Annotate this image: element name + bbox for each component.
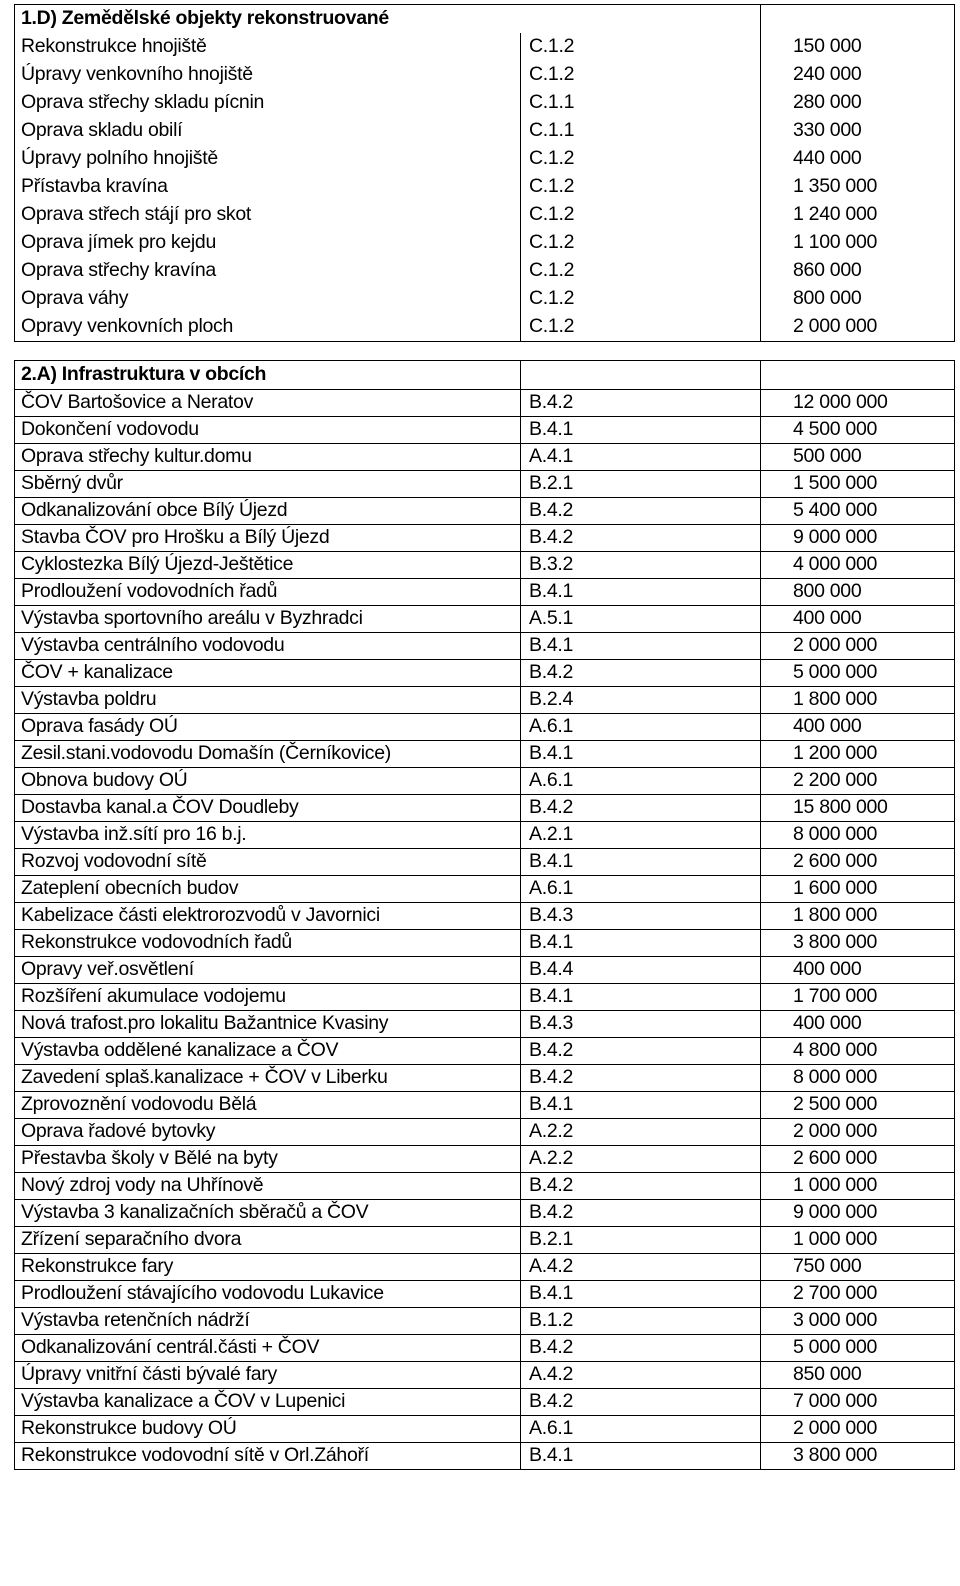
project-code: B.4.2: [521, 1389, 761, 1416]
table-row: [15, 444, 955, 471]
table-row: [15, 606, 955, 633]
table-row: [15, 1281, 955, 1308]
table-row: [15, 89, 955, 117]
project-code: A.2.2: [521, 1146, 761, 1173]
project-code: B.4.2: [521, 1200, 761, 1227]
table-row: [15, 1119, 955, 1146]
project-code: B.4.1: [521, 1443, 761, 1470]
project-name: ČOV + kanalizace: [15, 660, 521, 687]
project-code: B.4.3: [521, 903, 761, 930]
project-name: Rozšíření akumulace vodojemu: [15, 984, 521, 1011]
project-name: Výstavba kanalizace a ČOV v Lupenici: [15, 1389, 521, 1416]
table-row: [15, 876, 955, 903]
project-name: Oprava skladu obilí: [15, 117, 521, 145]
project-name: Oprava fasády OÚ: [15, 714, 521, 741]
project-amount: 330 000: [761, 117, 955, 145]
project-code: B.4.2: [521, 390, 761, 417]
project-amount: 800 000: [761, 579, 955, 606]
project-name: Oprava jímek pro kejdu: [15, 229, 521, 257]
table-row: [15, 417, 955, 444]
project-code: B.4.1: [521, 633, 761, 660]
project-amount: 2 600 000: [761, 849, 955, 876]
project-code: A.6.1: [521, 1416, 761, 1443]
project-code: C.1.1: [521, 89, 761, 117]
project-amount: 1 350 000: [761, 173, 955, 201]
project-name: Zřízení separačního dvora: [15, 1227, 521, 1254]
project-name: Rekonstrukce vodovodních řadů: [15, 930, 521, 957]
project-code: B.2.1: [521, 471, 761, 498]
project-code: B.4.2: [521, 525, 761, 552]
project-code: B.4.4: [521, 957, 761, 984]
project-name: Přístavba kravína: [15, 173, 521, 201]
project-code: B.4.2: [521, 1173, 761, 1200]
project-code: B.4.1: [521, 849, 761, 876]
table-row: [15, 1065, 955, 1092]
project-code: B.2.1: [521, 1227, 761, 1254]
table-row: [15, 390, 955, 417]
project-amount: 240 000: [761, 61, 955, 89]
table-row: [15, 903, 955, 930]
project-code: B.1.2: [521, 1308, 761, 1335]
project-code: B.4.1: [521, 741, 761, 768]
project-amount: 150 000: [761, 33, 955, 61]
table-row: [15, 822, 955, 849]
project-name: Odkanalizování centrál.části + ČOV: [15, 1335, 521, 1362]
project-code: B.3.2: [521, 552, 761, 579]
project-amount: 12 000 000: [761, 390, 955, 417]
project-amount: 500 000: [761, 444, 955, 471]
project-name: Úpravy polního hnojiště: [15, 145, 521, 173]
table-row: [15, 957, 955, 984]
project-amount: 750 000: [761, 1254, 955, 1281]
project-amount: 8 000 000: [761, 1065, 955, 1092]
project-code: C.1.2: [521, 173, 761, 201]
project-amount: 7 000 000: [761, 1389, 955, 1416]
table-row: [15, 1038, 955, 1065]
table-row: [15, 714, 955, 741]
project-name: Oprava střechy kravína: [15, 257, 521, 285]
project-name: Oprava váhy: [15, 285, 521, 313]
project-amount: 4 500 000: [761, 417, 955, 444]
project-code: B.2.4: [521, 687, 761, 714]
section-2-body: [15, 361, 955, 1470]
project-amount: 4 800 000: [761, 1038, 955, 1065]
project-code: A.5.1: [521, 606, 761, 633]
project-name: Opravy venkovních ploch: [15, 313, 521, 342]
project-amount: 400 000: [761, 606, 955, 633]
table-row: [15, 579, 955, 606]
table-row: [15, 1254, 955, 1281]
project-name: Oprava střech stájí pro skot: [15, 201, 521, 229]
project-amount: 5 000 000: [761, 1335, 955, 1362]
project-amount: 15 800 000: [761, 795, 955, 822]
table-row: [15, 849, 955, 876]
project-amount: 1 100 000: [761, 229, 955, 257]
section-2-heading: 2.A) Infrastruktura v obcích: [15, 361, 521, 390]
project-amount: 1 240 000: [761, 201, 955, 229]
project-name: Výstavba sportovního areálu v Byzhradci: [15, 606, 521, 633]
project-code: B.4.1: [521, 1281, 761, 1308]
project-name: Obnova budovy OÚ: [15, 768, 521, 795]
table-row: [15, 1389, 955, 1416]
project-name: Odkanalizování obce Bílý Újezd: [15, 498, 521, 525]
project-amount: 400 000: [761, 1011, 955, 1038]
project-code: C.1.1: [521, 117, 761, 145]
project-amount: 400 000: [761, 714, 955, 741]
project-amount: 5 400 000: [761, 498, 955, 525]
project-name: ČOV Bartošovice a Neratov: [15, 390, 521, 417]
document: [14, 4, 954, 1470]
table-row: [15, 201, 955, 229]
project-amount: 400 000: [761, 957, 955, 984]
project-name: Rozvoj vodovodní sítě: [15, 849, 521, 876]
project-code: A.6.1: [521, 768, 761, 795]
section-1-heading-spacer: [761, 5, 955, 34]
table-row: [15, 471, 955, 498]
project-code: C.1.2: [521, 229, 761, 257]
project-name: Zesil.stani.vodovodu Domašín (Černíkovice): [15, 741, 521, 768]
project-code: B.4.1: [521, 417, 761, 444]
project-code: B.4.2: [521, 795, 761, 822]
table-row: [15, 229, 955, 257]
table-row: [15, 525, 955, 552]
project-name: Prodloužení vodovodních řadů: [15, 579, 521, 606]
project-code: A.4.2: [521, 1362, 761, 1389]
table-row: [15, 660, 955, 687]
project-code: B.4.1: [521, 930, 761, 957]
project-name: Výstavba poldru: [15, 687, 521, 714]
project-code: C.1.2: [521, 61, 761, 89]
section-1-body: [15, 5, 955, 342]
section-1-heading: 1.D) Zemědělské objekty rekonstruované: [15, 5, 761, 34]
table-row: [15, 1362, 955, 1389]
project-name: Sběrný dvůr: [15, 471, 521, 498]
project-code: B.4.1: [521, 1092, 761, 1119]
table-row: [15, 285, 955, 313]
table-row: [15, 117, 955, 145]
project-code: A.4.2: [521, 1254, 761, 1281]
project-code: B.4.2: [521, 1038, 761, 1065]
project-code: C.1.2: [521, 201, 761, 229]
project-name: Výstavba oddělené kanalizace a ČOV: [15, 1038, 521, 1065]
project-name: Oprava střechy kultur.domu: [15, 444, 521, 471]
table-row: [15, 1308, 955, 1335]
project-amount: 2 700 000: [761, 1281, 955, 1308]
project-name: Nová trafost.pro lokalitu Bažantnice Kvasiny: [15, 1011, 521, 1038]
project-name: Cyklostezka Bílý Újezd-Ještětice: [15, 552, 521, 579]
project-code: A.4.1: [521, 444, 761, 471]
project-amount: 8 000 000: [761, 822, 955, 849]
project-amount: 1 700 000: [761, 984, 955, 1011]
project-name: Výstavba retenčních nádrží: [15, 1308, 521, 1335]
project-amount: 9 000 000: [761, 1200, 955, 1227]
table-row: [15, 257, 955, 285]
project-amount: 2 000 000: [761, 1416, 955, 1443]
project-amount: 2 000 000: [761, 633, 955, 660]
project-name: Kabelizace části elektrorozvodů v Javornici: [15, 903, 521, 930]
project-amount: 2 000 000: [761, 313, 955, 342]
project-name: Zprovoznění vodovodu Bělá: [15, 1092, 521, 1119]
project-name: Rekonstrukce budovy OÚ: [15, 1416, 521, 1443]
project-name: Úpravy vnitřní části bývalé fary: [15, 1362, 521, 1389]
project-amount: 280 000: [761, 89, 955, 117]
table-row: [15, 984, 955, 1011]
table-row: [15, 145, 955, 173]
project-amount: 3 800 000: [761, 1443, 955, 1470]
project-code: C.1.2: [521, 145, 761, 173]
table-row: [15, 1173, 955, 1200]
table-row: [15, 173, 955, 201]
project-code: C.1.2: [521, 313, 761, 342]
project-name: Oprava řadové bytovky: [15, 1119, 521, 1146]
project-amount: 3 000 000: [761, 1308, 955, 1335]
project-amount: 800 000: [761, 285, 955, 313]
project-amount: 2 000 000: [761, 1119, 955, 1146]
table-row: [15, 61, 955, 89]
table-row: [15, 498, 955, 525]
project-amount: 2 200 000: [761, 768, 955, 795]
table-row: [15, 1011, 955, 1038]
table-row: [15, 1443, 955, 1470]
table-row: [15, 1092, 955, 1119]
project-code: B.4.2: [521, 1065, 761, 1092]
project-amount: 3 800 000: [761, 930, 955, 957]
project-name: Zateplení obecních budov: [15, 876, 521, 903]
section-1-table: [14, 4, 955, 342]
project-code: C.1.2: [521, 285, 761, 313]
table-row: [15, 1227, 955, 1254]
project-amount: 1 200 000: [761, 741, 955, 768]
project-amount: 1 000 000: [761, 1227, 955, 1254]
project-name: Rekonstrukce vodovodní sítě v Orl.Záhoří: [15, 1443, 521, 1470]
table-row: [15, 1200, 955, 1227]
project-name: Výstavba 3 kanalizačních sběračů a ČOV: [15, 1200, 521, 1227]
project-name: Rekonstrukce fary: [15, 1254, 521, 1281]
project-name: Dokončení vodovodu: [15, 417, 521, 444]
project-amount: 2 600 000: [761, 1146, 955, 1173]
table-row: [15, 1416, 955, 1443]
project-code: B.4.3: [521, 1011, 761, 1038]
project-amount: 440 000: [761, 145, 955, 173]
project-name: Úpravy venkovního hnojiště: [15, 61, 521, 89]
project-name: Rekonstrukce hnojiště: [15, 33, 521, 61]
project-amount: 2 500 000: [761, 1092, 955, 1119]
project-name: Výstavba centrálního vodovodu: [15, 633, 521, 660]
project-name: Výstavba inž.sítí pro 16 b.j.: [15, 822, 521, 849]
table-row: [15, 768, 955, 795]
project-name: Zavedení splaš.kanalizace + ČOV v Liberku: [15, 1065, 521, 1092]
project-name: Prodloužení stávajícího vodovodu Lukavice: [15, 1281, 521, 1308]
project-code: B.4.2: [521, 498, 761, 525]
table-row: [15, 741, 955, 768]
project-code: B.4.2: [521, 1335, 761, 1362]
project-amount: 1 600 000: [761, 876, 955, 903]
project-code: A.6.1: [521, 714, 761, 741]
table-row: [15, 930, 955, 957]
project-name: Nový zdroj vody na Uhřínově: [15, 1173, 521, 1200]
project-amount: 4 000 000: [761, 552, 955, 579]
table-row: [15, 687, 955, 714]
project-name: Dostavba kanal.a ČOV Doudleby: [15, 795, 521, 822]
section-1-heading-row: [15, 5, 955, 34]
section-2-heading-code-spacer: [521, 361, 761, 390]
project-code: B.4.2: [521, 660, 761, 687]
table-row: [15, 1146, 955, 1173]
project-code: B.4.1: [521, 579, 761, 606]
table-row: [15, 33, 955, 61]
project-amount: 5 000 000: [761, 660, 955, 687]
project-amount: 1 000 000: [761, 1173, 955, 1200]
project-amount: 1 500 000: [761, 471, 955, 498]
project-amount: 9 000 000: [761, 525, 955, 552]
section-2-table: [14, 360, 955, 1470]
project-code: C.1.2: [521, 33, 761, 61]
project-code: B.4.1: [521, 984, 761, 1011]
project-code: A.2.1: [521, 822, 761, 849]
project-amount: 850 000: [761, 1362, 955, 1389]
section-2-heading-row: [15, 361, 955, 390]
project-name: Opravy veř.osvětlení: [15, 957, 521, 984]
table-row: [15, 795, 955, 822]
project-amount: 1 800 000: [761, 903, 955, 930]
table-row: [15, 552, 955, 579]
project-amount: 860 000: [761, 257, 955, 285]
project-code: C.1.2: [521, 257, 761, 285]
table-row: [15, 633, 955, 660]
project-name: Přestavba školy v Bělé na byty: [15, 1146, 521, 1173]
project-code: A.2.2: [521, 1119, 761, 1146]
project-name: Stavba ČOV pro Hrošku a Bílý Újezd: [15, 525, 521, 552]
project-name: Oprava střechy skladu pícnin: [15, 89, 521, 117]
project-amount: 1 800 000: [761, 687, 955, 714]
section-2-heading-amount-spacer: [761, 361, 955, 390]
table-row: [15, 313, 955, 342]
project-code: A.6.1: [521, 876, 761, 903]
table-row: [15, 1335, 955, 1362]
